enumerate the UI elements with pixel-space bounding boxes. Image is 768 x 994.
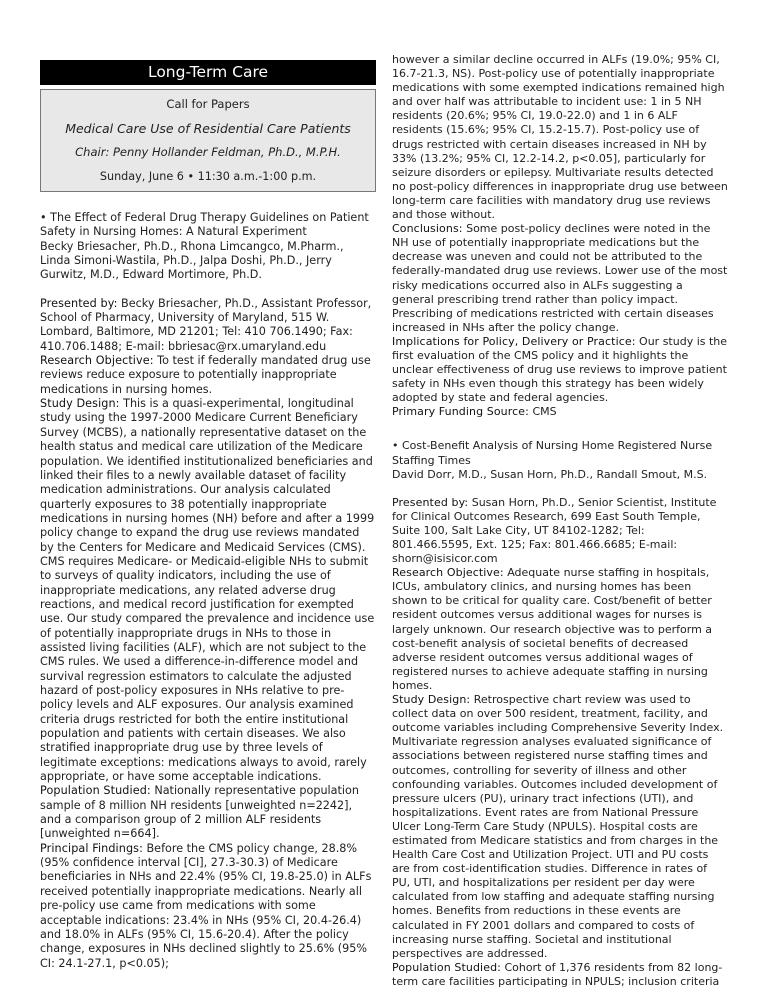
section-banner: Long-Term Care <box>40 60 376 85</box>
article2-population: Population Studied: Cohort of 1,376 residents from 82 long-term care facilities participating in NPULS; inclusion criteria <box>392 960 723 988</box>
presented-label: Presented by: <box>40 296 118 310</box>
article1-objective: Research Objective: To test if federally mandated drug use reviews reduce exposure to potentially inappropriate medications in nursing homes. <box>40 354 371 396</box>
left-column <box>40 60 376 971</box>
conclusions-label: Conclusions: <box>392 222 463 236</box>
design-label: Study Design: <box>392 693 471 707</box>
funding-label: Primary Funding Source: <box>392 405 529 419</box>
cfp-label: Call for Papers <box>166 97 250 111</box>
article1-authors: Becky Briesacher, Ph.D., Rhona Limcangco, M.Pharm., Linda Simoni-Wastila, Ph.D., Jalpa Doshi, Ph.D., Jerry Gurwitz, M.D., Edward Mortimore, Ph.D. <box>40 239 344 282</box>
session-date: Sunday, June 6 • 11:30 a.m.-1:00 p.m. <box>99 170 317 183</box>
article2-presented: Presented by: Susan Horn, Ph.D., Senior Scientist, Institute for Clinical Outcomes Research, 699 East South Temple, Suite 100, Salt Lake City, UT 84102-1282; Tel: 801.466.5595, Ext. 125; Fax: 801.466.6685; E-mail: shorn@isisicor.com <box>392 495 717 566</box>
article1-conclusions: Conclusions: Some post-policy declines were noted in the NH use of potentially inappropriate medications but the decrease was uneven and could not be attributed to the federally-mandated drug use reviews. Lower use of the most risky medications occurred also in ALFs suggesting a general prescribing trend rather than policy impact. Prescribing of medications restricted with certain diseases increased in NHs after the policy change. <box>392 222 728 334</box>
article1-design: Study Design: This is a quasi-experimental, longitudinal study using the 1997-2000 Medicare Current Beneficiary Survey (MCBS), a nationally representative dataset on the health status and medical care utilization of the Medicare population. We identified institutionalized beneficiaries and linked their files to a newly available dataset of facility medication administrations. Our analysis calculated quarterly exposures to 38 potentially inappropriate medications in nursing homes (NH) before and after a 1999 policy change to expand the drug use reviews mandated by the Centers for Medicare and Medicaid Services (CMS). CMS requires Medicare- or Medicaid-eligible NHs to submit to surveys of quality indicators, including the use of inappropriate medications, any related adverse drug reactions, and medical record justification for exempted use. Our study compared the prevalence and incidence use of potentially inappropriate drugs in NHs to those in assisted living facilities (ALF), which are not subject to the CMS rules. We used a difference-in-difference model and survival regression estimators to calculate the adjusted hazard of post-policy exposures in NHs relative to pre-policy levels and ALF exposures. Our analysis examined criteria drugs restricted for both the entire institutional population and patients with certain diseases. We also stratified inappropriate drug use by three levels of legitimate exceptions: medications always to avoid, rarely appropriate, or have some acceptable indications. <box>40 397 375 784</box>
article1-population: Population Studied: Nationally representative population sample of 8 million NH residents [unweighted n=2242], and a comparison group of 2 million ALF residents [unweighted n=664]. <box>40 784 359 841</box>
article2-title: • Cost-Benefit Analysis of Nursing Home Registered Nurse Staffing Times <box>392 439 713 467</box>
implications-label: Implications for Policy, Delivery or Practice: <box>392 334 636 348</box>
article2-authors: David Dorr, M.D., Susan Horn, Ph.D., Randall Smout, M.S. <box>392 467 708 481</box>
session-chair: Chair: Penny Hollander Feldman, Ph.D., M.P.H. <box>75 145 341 159</box>
right-column <box>392 53 728 989</box>
design-label: Study Design: <box>40 397 120 411</box>
article1-findings-continued: however a similar decline occurred in ALFs (19.0%; 95% CI, 16.7-21.3, NS). Post-policy use of potentially inappropriate medications with some exempted indications remained high and over half was attributable to incident use: 1 in 5 NH residents (20.6%; 95% CI, 19.0-22.0) and 1 in 6 ALF residents (15.6%; 95% CI, 15.2-15.7). Post-policy use of drugs restricted with certain diseases increased in NH by 33% (13.2%; 95% CI, 12.2-14.2, p<0.05], particularly for seizure disorders or epilepsy. Multivariate results detected no post-policy differences in inappropriate drug use between long-term care facilities with mandatory drug use reviews and those without. <box>392 53 728 222</box>
population-label: Population Studied: <box>392 960 501 974</box>
article1-funding: Primary Funding Source: CMS <box>392 405 557 419</box>
article1-implications: Implications for Policy, Delivery or Practice: Our study is the first evaluation of the CMS policy and it highlights the unclear effectiveness of drug use reviews to improve patient safety in NHs even though this strategy has been widely adopted by state and federal agencies. <box>392 334 728 405</box>
session-title: Medical Care Use of Residential Care Patients <box>65 121 351 136</box>
article1-findings: Principal Findings: Before the CMS policy change, 28.8% (95% confidence interval [CI], 27.3-30.3) of Medicare beneficiaries in NHs and 22.4% (95% CI, 19.8-25.0) in ALFs received potentially inappropriate medications. Nearly all pre-policy use came from medications with some acceptable indications: 23.4% in NHs (95% CI, 20.4-26.4) and 18.0% in ALFs (95% CI, 15.6-20.4). After the policy change, exposures in NHs declined slightly to 25.6% (95% CI: 24.1-27.1, p<0.05); <box>40 841 372 970</box>
call-for-papers-box <box>40 89 376 192</box>
article1-presented: Presented by: Becky Briesacher, Ph.D., Assistant Professor, School of Pharmacy, University of Maryland, 515 W. Lombard, Baltimore, MD 21201; Tel: 410 706.1490; Fax: 410.706.1488; E-mail: bbriesac@rx.umaryland.edu <box>40 296 372 353</box>
objective-label: Research Objective: <box>392 566 504 580</box>
objective-label: Research Objective: <box>40 354 154 368</box>
article2-objective: Research Objective: Adequate nurse staffing in hospitals, ICUs, ambulatory clinics, and nursing homes has been shown to be critical for quality care. Cost/benefit of better resident outcomes versus additional wages for nurses is largely unknown. Our research objective was to perform a cost-benefit analysis of societal benefits of decreased adverse resident outcomes versus additional wages of registered nurses to achieve adequate staffing in nursing homes. <box>392 566 713 692</box>
population-label: Population Studied: <box>40 784 151 798</box>
article2-design: Study Design: Retrospective chart review was used to collect data on over 500 resident, treatment, facility, and outcome variables including Comprehensive Severity Index. Multivariate regression analyses evaluated significance of associations between registered nurse staffing times and outcomes, controlling for severity of illness and other confounding variables. Outcomes included development of pressure ulcers (PU), urinary tract infections (UTI), and hospitalizations. Event rates are from National Pressure Ulcer Long-Term Care Study (NPULS). Hospital costs are estimated from Medicare statistics and from charges in the Health Care Cost and Utilization Project. UTI and PU costs are from cost-identification studies. Difference in rates of PU, UTI, and hospitalizations per resident per day were calculated from low staffing and adequate staffing nursing homes. Benefits from reductions in these events are calculated in FY 2001 dollars and compared to costs of increasing nurse staffing. Societal and institutional perspectives are addressed. <box>392 693 724 960</box>
findings-label: Principal Findings: <box>40 841 143 855</box>
presented-label: Presented by: <box>392 495 469 509</box>
article1-title: • The Effect of Federal Drug Therapy Guidelines on Patient Safety in Nursing Homes: A Natural Experiment <box>40 211 369 239</box>
